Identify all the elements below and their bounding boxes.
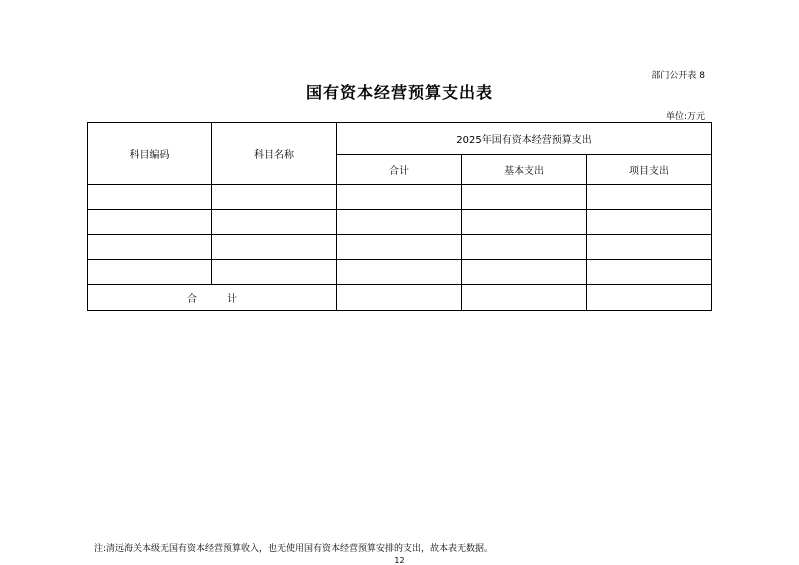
table-cell	[587, 235, 712, 260]
table-cell	[462, 185, 587, 210]
page-title: 国有资本经营预算支出表	[305, 83, 493, 102]
table-cell	[587, 260, 712, 285]
table-row	[88, 210, 712, 235]
table-cell	[212, 210, 337, 235]
col-header-code: 科目编码	[88, 123, 212, 185]
total-row	[88, 285, 712, 311]
group-header: 2025年国有资本经营预算支出	[337, 123, 712, 155]
table-cell	[587, 210, 712, 235]
header-row-1	[88, 123, 712, 155]
table-cell	[337, 185, 462, 210]
table-row	[88, 235, 712, 260]
budget-table	[87, 122, 712, 311]
table-cell	[212, 235, 337, 260]
footnote: 注:清远海关本级无国有资本经营预算收入，也无使用国有资本经营预算安排的支出，故本表无数据。	[94, 544, 494, 554]
col-header-name: 科目名称	[212, 123, 337, 185]
table-cell	[337, 210, 462, 235]
table-cell	[212, 185, 337, 210]
page-number: 12	[394, 556, 405, 565]
sub-header-basic: 基本支出	[462, 155, 587, 185]
total-cell	[462, 285, 587, 311]
table-cell	[88, 185, 212, 210]
table-cell	[88, 210, 212, 235]
table-row	[88, 185, 712, 210]
total-cell	[337, 285, 462, 311]
table-cell	[212, 260, 337, 285]
sub-header-total: 合计	[337, 155, 462, 185]
table-cell	[587, 185, 712, 210]
table-cell	[462, 235, 587, 260]
unit-label: 单位:万元	[665, 112, 705, 122]
table-cell	[88, 235, 212, 260]
table-cell	[462, 260, 587, 285]
sub-header-project: 项目支出	[587, 155, 712, 185]
table-cell	[337, 260, 462, 285]
table-cell	[337, 235, 462, 260]
total-label: 合计	[88, 285, 337, 311]
table-cell	[462, 210, 587, 235]
total-cell	[587, 285, 712, 311]
table-cell	[88, 260, 212, 285]
form-number: 部门公开表 8	[651, 71, 705, 81]
table-row	[88, 260, 712, 285]
